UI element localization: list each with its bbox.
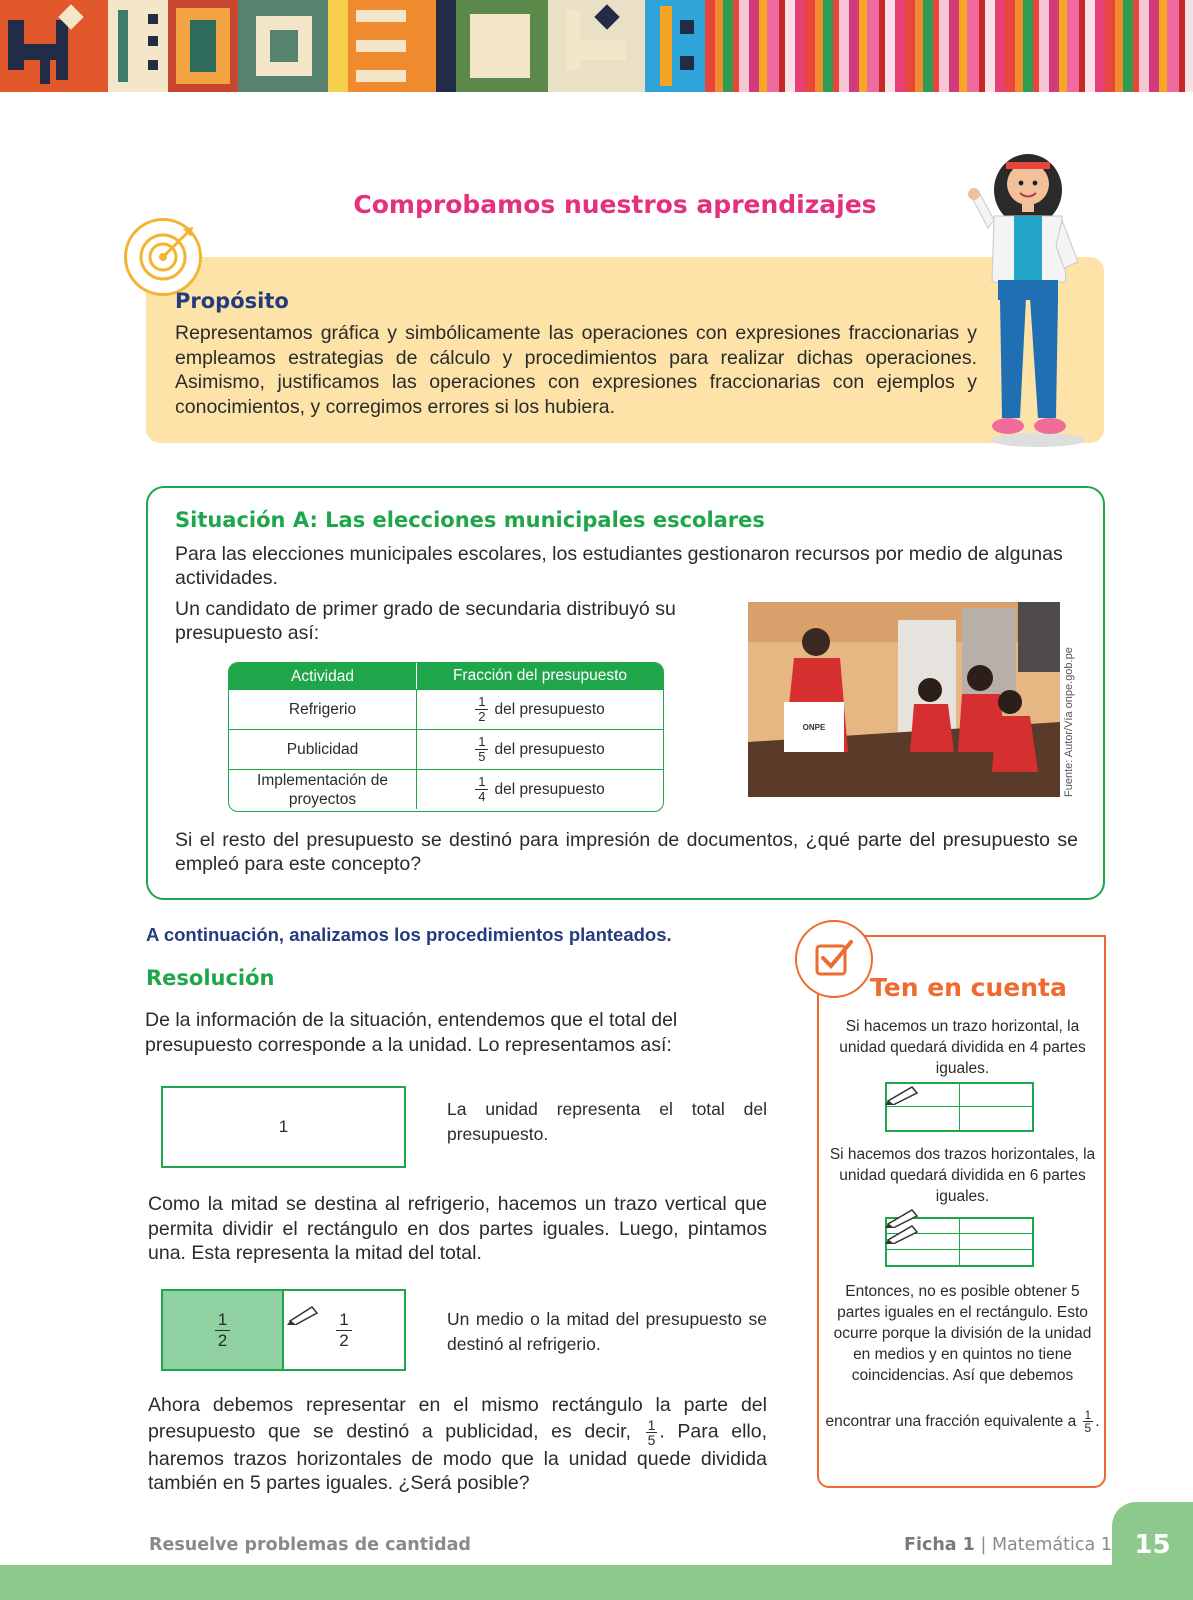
textile-pattern-image (0, 0, 705, 92)
fraction-suffix: del presupuesto (494, 700, 605, 718)
table-cell-fraction (417, 730, 663, 769)
unit-caption: La unidad representa el total del presupuesto. (447, 1099, 767, 1144)
unit-value: 1 (278, 1117, 289, 1136)
textile-banner (0, 0, 1193, 92)
resolution-paragraph-1: De la información de la situación, entendemos que el total del presupuesto corresponde a la unidad. Lo representamos así: (145, 1009, 678, 1056)
fraction-one-half: $\frac{1}{2}$ (336, 1310, 351, 1351)
table-cell-activity: Publicidad (229, 730, 417, 769)
checklist-icon (795, 920, 873, 998)
tip-text-1: Si hacemos un trazo horizontal, la unidad quedará dividida en 4 partes iguales. (839, 1018, 1086, 1077)
table-cell-activity: Refrigerio (229, 690, 417, 729)
tip-text-3: Entonces, no es posible obtener 5 partes iguales en el rectángulo. Esto ocurre porque la división de la unidad en medios y en quintos no tiene coincidencias. Así que debemos (833, 1283, 1092, 1384)
footer-ficha: Ficha 1 (904, 1535, 975, 1555)
page-title: Comprobamos nuestros aprendizajes (353, 190, 877, 219)
table-row (229, 769, 663, 809)
budget-table (228, 662, 664, 812)
election-photo (748, 602, 1060, 797)
halves-rectangle (161, 1289, 406, 1371)
tip-text-4: encontrar una fracción equivalente a $\frac{1}{5}$ . (825, 1408, 1100, 1436)
unit-rectangle (161, 1086, 406, 1168)
tip-text-4-label: encontrar una fracción equivalente a (825, 1413, 1077, 1430)
textile-stripes (705, 0, 1193, 92)
fraction-one-half: $\frac{1}{2}$ (215, 1310, 230, 1351)
fraction-suffix: del presupuesto (494, 780, 605, 798)
pencil-icon (884, 1222, 920, 1244)
resolution-heading: Resolución (146, 966, 275, 990)
tip-text-2: Si hacemos dos trazos horizontales, la unidad quedará dividida en 6 partes iguales. (829, 1146, 1096, 1205)
paragraph-text: Ahora debemos representar en el mismo rectángulo la parte del presupuesto que se destinó a publicidad, es decir, (148, 1394, 767, 1443)
purpose-heading: Propósito (175, 289, 289, 313)
page-number: 15 (1134, 1530, 1171, 1560)
footer-bar (0, 1565, 1193, 1600)
paragraph-text: . Para ello, haremos trazos horizontales de modo que la unidad quede dividida también en 5 partes iguales. ¿Será posible? (148, 1420, 767, 1494)
purpose-text: Representamos gráfica y simbólicamente las operaciones con expresiones fraccionarias y empleamos estrategias de cálculo y procedimientos para realizar dichas operaciones. Asimismo, justificamos las operaciones con expresiones fraccionarias con ejemplos y conocimientos, y corregimos errores si los hubiera. (175, 322, 977, 418)
fraction: $\frac{1}{4}$ (475, 775, 488, 804)
resolution-paragraph-2: Como la mitad se destina al refrigerio, hacemos un trazo vertical que permita dividir el rectángulo en dos partes iguales. Luego, pintamos una. Esta representa la mitad del total. (148, 1193, 767, 1264)
footer-worksheet (904, 1535, 1112, 1555)
footer-subject: Matemática 1 (991, 1535, 1112, 1555)
table-header-activity: Actividad (229, 663, 417, 689)
table-row (229, 729, 663, 769)
shaded-half (163, 1291, 284, 1369)
fraction-suffix: del presupuesto (494, 740, 605, 758)
table-row (229, 689, 663, 729)
table-cell-fraction (417, 690, 663, 729)
fraction: $\frac{1}{5}$ (475, 735, 488, 764)
situation-question: Si el resto del presupuesto se destinó para impresión de documentos, ¿qué parte del presupuesto se empleó para este concepto? (175, 829, 1078, 875)
footer-competency: Resuelve problemas de cantidad (149, 1535, 471, 1555)
analysis-lead: A continuación, analizamos los procedimientos planteados. (146, 924, 672, 945)
situation-intro: Para las elecciones municipales escolares, los estudiantes gestionaron recursos por medio de algunas actividades. (175, 543, 1063, 589)
footer-separator: | (980, 1535, 987, 1555)
table-header-row (229, 663, 663, 689)
fraction: $\frac{1}{2}$ (475, 695, 488, 724)
table-header-fraction: Fracción del presupuesto (452, 667, 628, 684)
table-cell-activity: Implementación de proyectos (229, 770, 417, 809)
unshaded-half (284, 1291, 404, 1369)
situation-budget-intro: Un candidato de primer grado de secundaria distribuyó su presupuesto así: (175, 598, 676, 644)
ballot-box-label: ONPE (802, 723, 826, 732)
pencil-icon (286, 1303, 320, 1325)
tip-title: Ten en cuenta (870, 973, 1067, 1002)
fraction-one-fifth: $\frac{1}{5}$ (1084, 1408, 1092, 1436)
situation-title: Situación A: Las elecciones municipales escolares (175, 508, 765, 532)
resolution-paragraph-3 (148, 1393, 767, 1496)
table-cell-fraction (417, 770, 663, 809)
photo-credit: Fuente: Autor/Vía onpe.gob.pe (1063, 647, 1075, 797)
fraction-one-fifth: $\frac{1}{5}$ (647, 1416, 656, 1448)
half-caption: Un medio o la mitad del presupuesto se destinó al refrigerio. (447, 1309, 767, 1354)
student-girl-illustration (968, 150, 1108, 450)
pencil-icon (884, 1083, 920, 1105)
target-icon (124, 218, 202, 296)
